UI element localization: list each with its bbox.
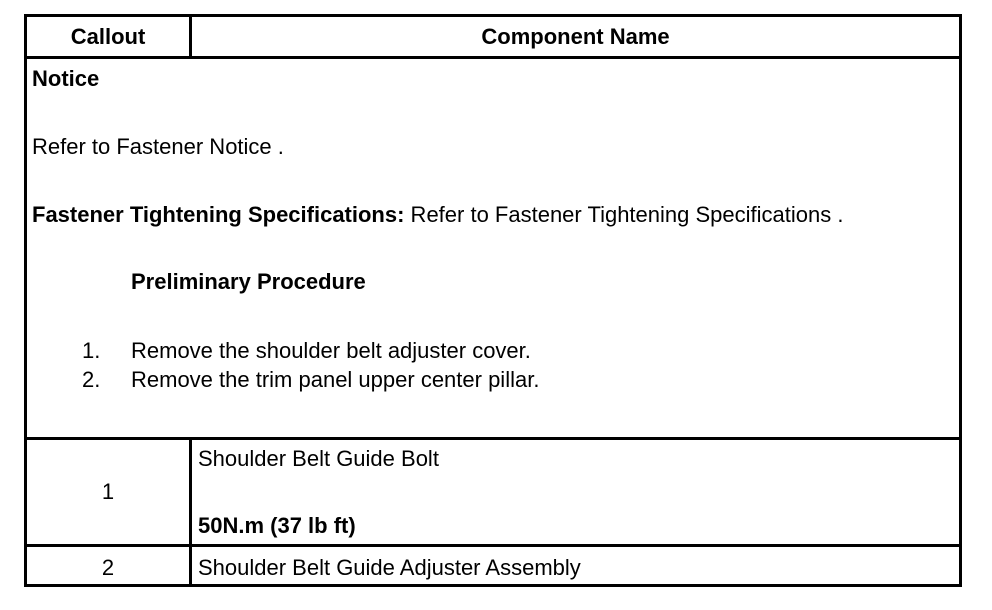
- row-1-component-name: Shoulder Belt Guide Bolt: [198, 446, 439, 471]
- row-2-callout: 2: [101, 555, 115, 580]
- row-divider-2: [27, 544, 959, 547]
- header-component-name: Component Name: [481, 24, 670, 49]
- fastener-spec-text: Refer to Fastener Tightening Specifications .: [404, 202, 844, 227]
- row-1-callout: 1: [101, 479, 115, 504]
- notice-heading: Notice: [32, 66, 100, 91]
- row-1-torque-spec: 50N.m (37 lb ft): [198, 513, 356, 538]
- rows-column-divider: [189, 437, 192, 587]
- fastener-spec-label: Fastener Tightening Specifications:: [32, 202, 405, 227]
- preliminary-procedure-heading: Preliminary Procedure: [131, 269, 366, 294]
- header-divider: [27, 56, 959, 59]
- component-table: [24, 14, 962, 587]
- row-divider-1: [27, 437, 959, 440]
- step-text-2: Remove the trim panel upper center pillar.: [131, 367, 540, 392]
- fastener-spec-line: [32, 202, 843, 228]
- step-number-2: 2.: [82, 367, 101, 392]
- step-text-1: Remove the shoulder belt adjuster cover.: [131, 338, 531, 363]
- row-2-component-name: Shoulder Belt Guide Adjuster Assembly: [198, 555, 581, 580]
- header-callout: Callout: [70, 24, 146, 49]
- notice-text: Refer to Fastener Notice .: [32, 134, 284, 159]
- step-number-1: 1.: [82, 338, 101, 363]
